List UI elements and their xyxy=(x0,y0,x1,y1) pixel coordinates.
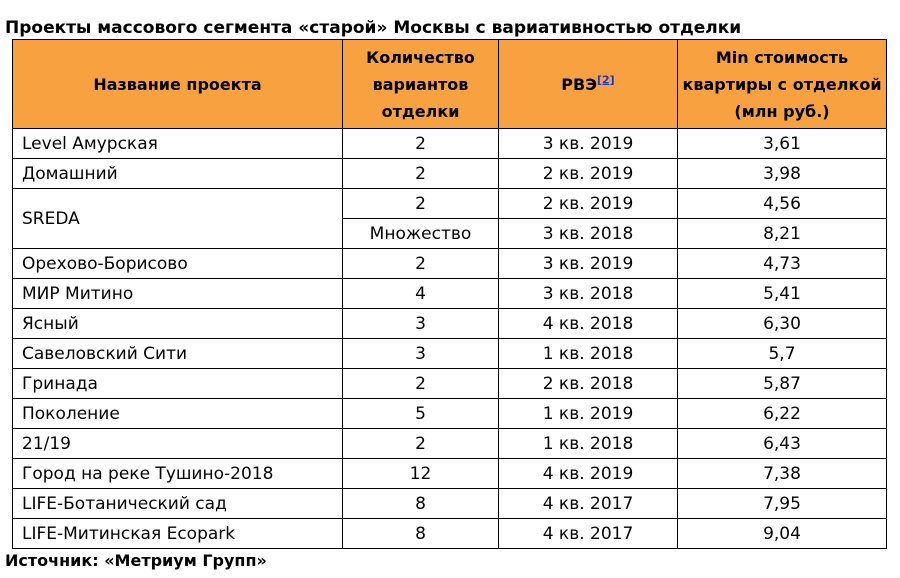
cell-project-name: SREDA xyxy=(13,189,343,249)
cell-price: 5,87 xyxy=(678,369,887,399)
table-row xyxy=(13,459,887,489)
cell-project-name: Город на реке Тушино-2018 xyxy=(13,459,343,489)
table-row xyxy=(13,189,887,219)
cell-variants: 2 xyxy=(343,369,499,399)
table-header-row xyxy=(13,40,887,129)
header-rve-label: РВЭ xyxy=(561,74,597,94)
cell-price: 4,56 xyxy=(678,189,887,219)
cell-rve: 3 кв. 2019 xyxy=(499,249,678,279)
table-row xyxy=(13,369,887,399)
rve-footnote-link[interactable]: [2] xyxy=(596,73,615,87)
header-rve xyxy=(499,40,678,129)
header-project-name: Название проекта xyxy=(13,40,343,129)
cell-price: 3,98 xyxy=(678,159,887,189)
cell-variants: 3 xyxy=(343,309,499,339)
cell-rve: 4 кв. 2017 xyxy=(499,489,678,519)
cell-variants: 12 xyxy=(343,459,499,489)
cell-rve: 4 кв. 2018 xyxy=(499,309,678,339)
cell-price: 5,7 xyxy=(678,339,887,369)
cell-variants: Множество xyxy=(343,219,499,249)
cell-variants: 2 xyxy=(343,429,499,459)
table-row xyxy=(13,429,887,459)
cell-rve: 4 кв. 2017 xyxy=(499,519,678,549)
cell-price: 4,73 xyxy=(678,249,887,279)
cell-variants: 2 xyxy=(343,129,499,159)
cell-variants: 2 xyxy=(343,189,499,219)
cell-price: 8,21 xyxy=(678,219,887,249)
cell-rve: 3 кв. 2018 xyxy=(499,279,678,309)
page-title: Проекты массового сегмента «старой» Москвы с вариативностью отделки xyxy=(5,18,742,38)
table-row xyxy=(13,309,887,339)
table-row xyxy=(13,249,887,279)
cell-project-name: Level Амурская xyxy=(13,129,343,159)
cell-project-name: Орехово-Борисово xyxy=(13,249,343,279)
cell-variants: 2 xyxy=(343,159,499,189)
cell-price: 3,61 xyxy=(678,129,887,159)
cell-variants: 4 xyxy=(343,279,499,309)
cell-rve: 3 кв. 2018 xyxy=(499,219,678,249)
cell-rve: 1 кв. 2019 xyxy=(499,399,678,429)
table-row xyxy=(13,399,887,429)
table-row xyxy=(13,489,887,519)
cell-project-name: МИР Митино xyxy=(13,279,343,309)
cell-variants: 3 xyxy=(343,339,499,369)
cell-price: 7,38 xyxy=(678,459,887,489)
cell-price: 6,22 xyxy=(678,399,887,429)
cell-price: 6,30 xyxy=(678,309,887,339)
cell-price: 9,04 xyxy=(678,519,887,549)
cell-variants: 8 xyxy=(343,519,499,549)
cell-project-name: Ясный xyxy=(13,309,343,339)
cell-project-name: LIFE-Ботанический сад xyxy=(13,489,343,519)
table-row xyxy=(13,129,887,159)
cell-rve: 3 кв. 2019 xyxy=(499,129,678,159)
cell-price: 6,43 xyxy=(678,429,887,459)
cell-rve: 1 кв. 2018 xyxy=(499,339,678,369)
cell-rve: 2 кв. 2019 xyxy=(499,189,678,219)
cell-price: 7,95 xyxy=(678,489,887,519)
cell-rve: 1 кв. 2018 xyxy=(499,429,678,459)
cell-project-name: Домашний xyxy=(13,159,343,189)
header-min-price: Min стоимость квартиры с отделкой (млн руб.) xyxy=(678,40,887,129)
table-row xyxy=(13,159,887,189)
cell-price: 5,41 xyxy=(678,279,887,309)
table-row xyxy=(13,279,887,309)
cell-rve: 4 кв. 2019 xyxy=(499,459,678,489)
cell-rve: 2 кв. 2019 xyxy=(499,159,678,189)
cell-project-name: Поколение xyxy=(13,399,343,429)
source-note: Источник: «Метриум Групп» xyxy=(5,551,267,570)
cell-project-name: 21/19 xyxy=(13,429,343,459)
cell-project-name: LIFE-Митинская Ecopark xyxy=(13,519,343,549)
cell-project-name: Савеловский Сити xyxy=(13,339,343,369)
cell-variants: 2 xyxy=(343,249,499,279)
cell-rve: 2 кв. 2018 xyxy=(499,369,678,399)
header-finish-variants: Количество вариантов отделки xyxy=(343,40,499,129)
cell-variants: 5 xyxy=(343,399,499,429)
projects-table xyxy=(12,39,887,549)
table-row xyxy=(13,519,887,549)
cell-variants: 8 xyxy=(343,489,499,519)
table-row xyxy=(13,339,887,369)
cell-project-name: Гринада xyxy=(13,369,343,399)
